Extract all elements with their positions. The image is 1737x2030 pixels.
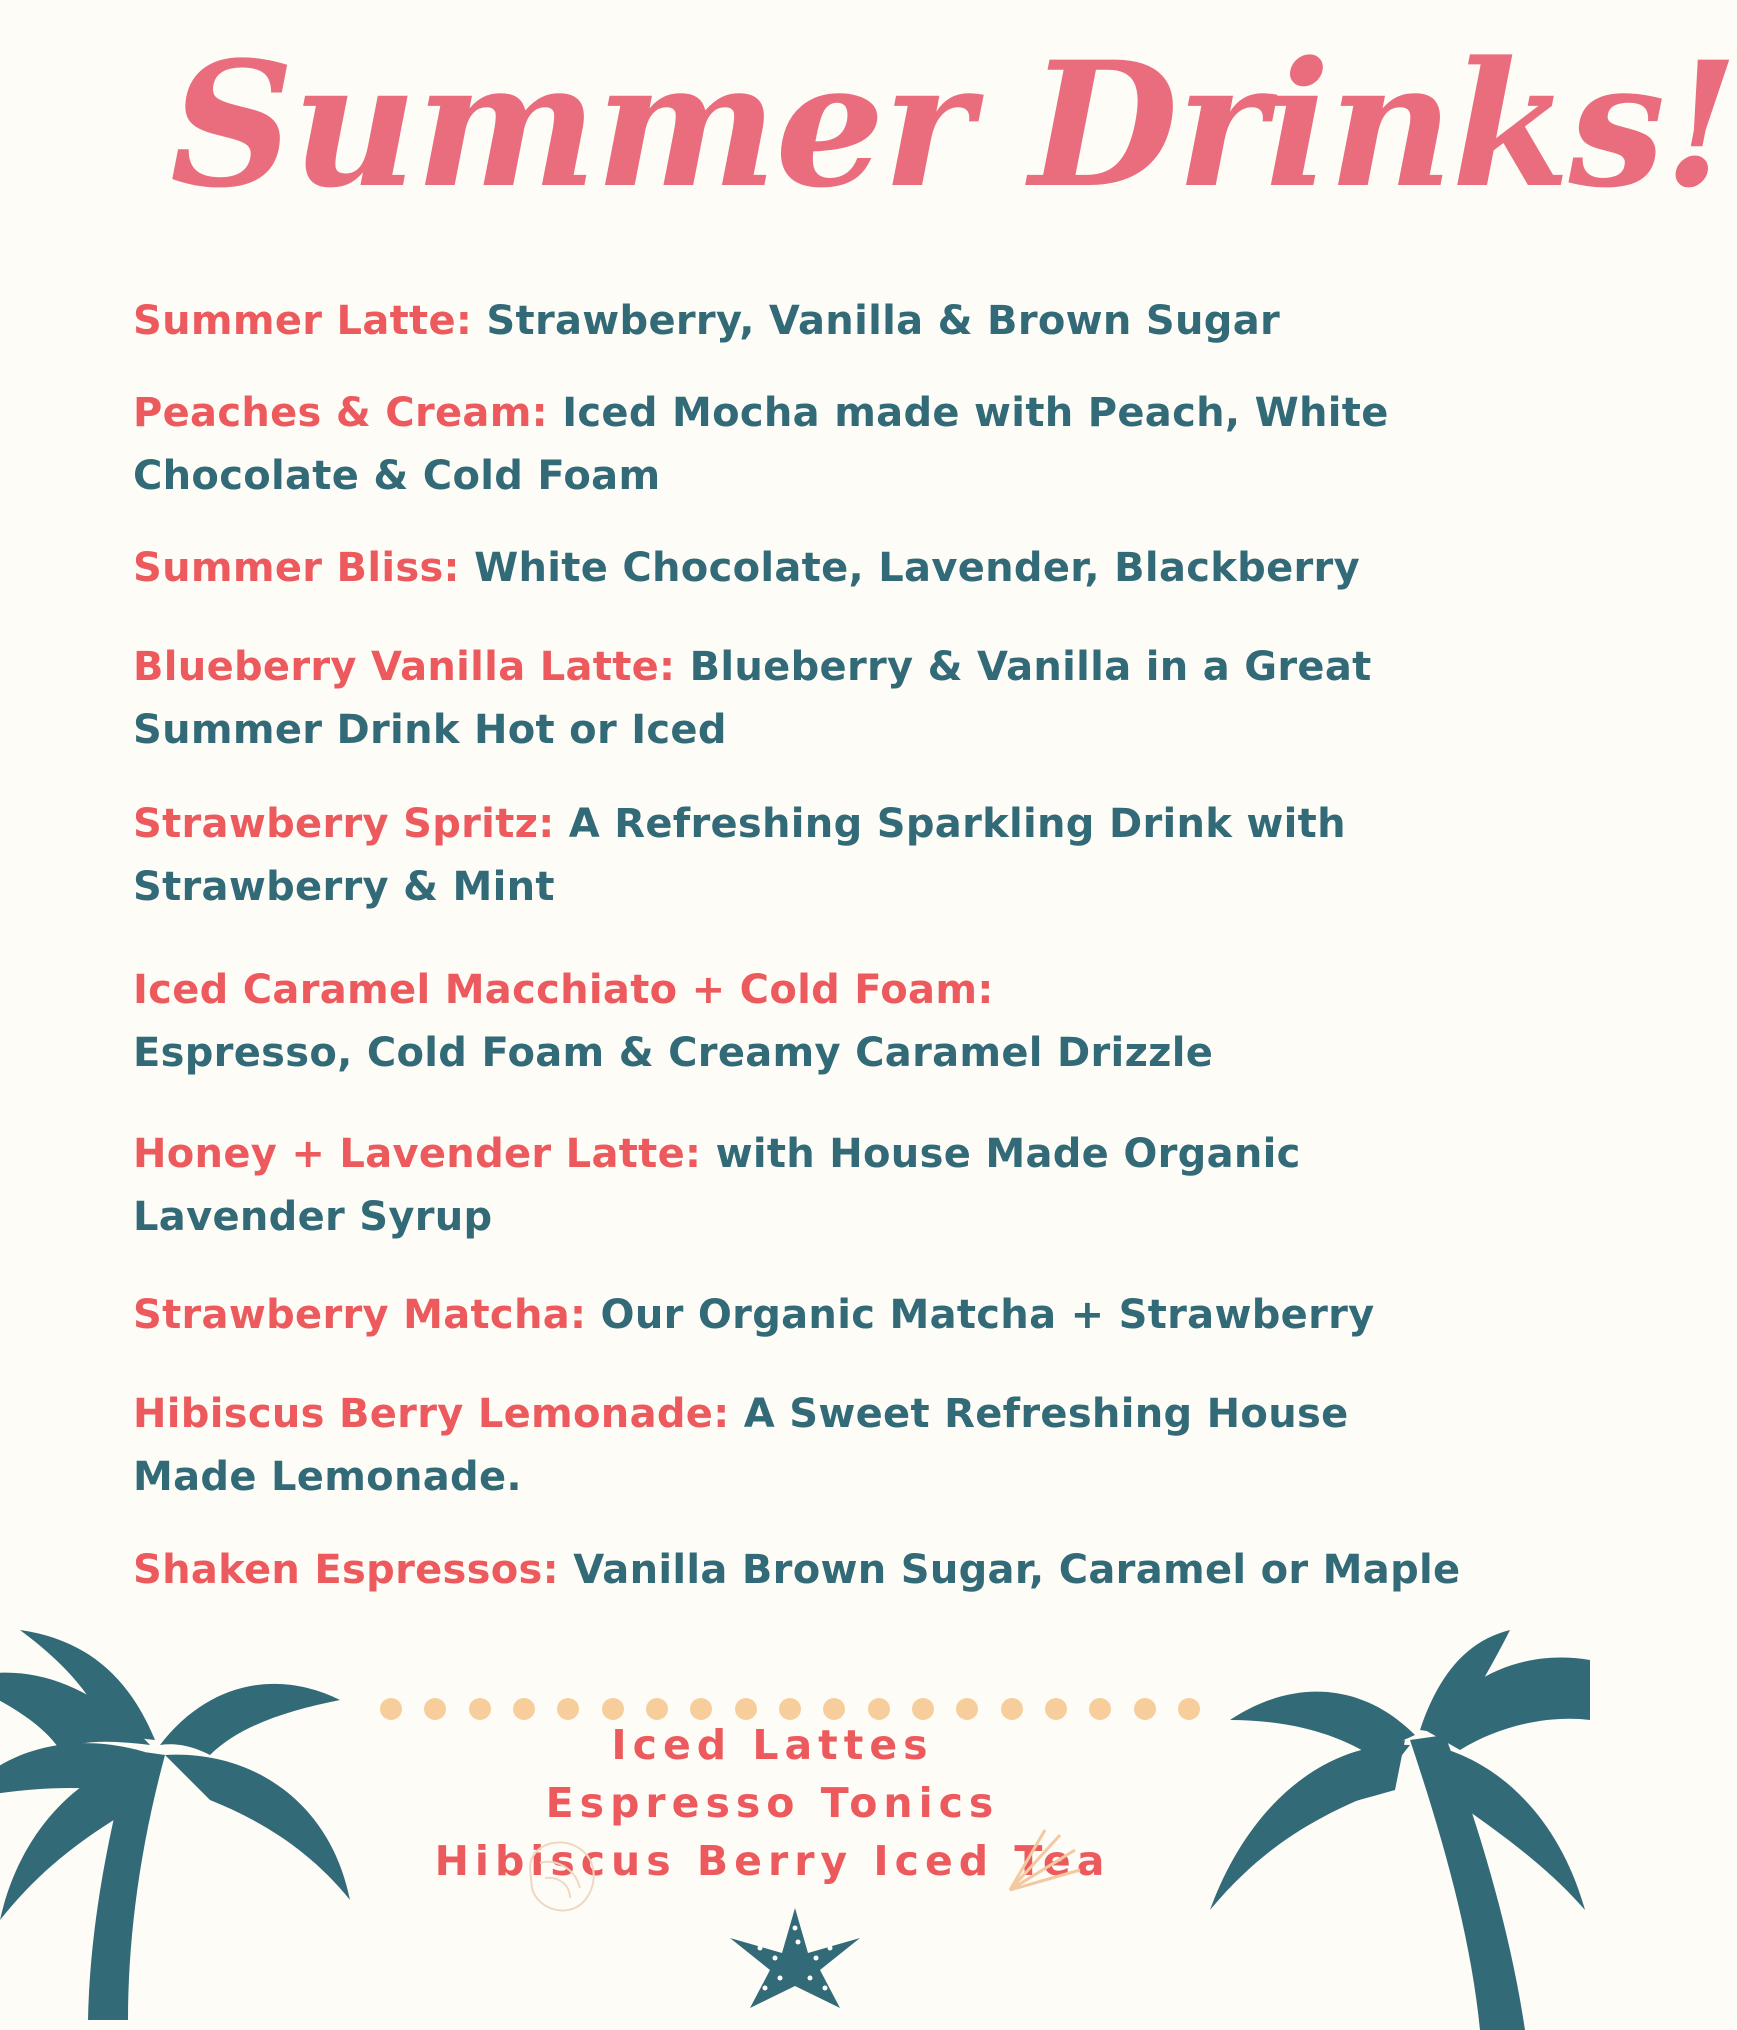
drink-description: A Refreshing Sparkling Drink with Strawberry & Mint [133,801,1346,910]
drink-description: Vanilla Brown Sugar, Caramel or Maple [573,1547,1461,1593]
drink-name: Iced Caramel Macchiato + Cold Foam: [133,967,994,1013]
seashell-icon [1000,1815,1090,1895]
drink-name: Shaken Espressos: [133,1547,559,1593]
extra-item: Hibiscus Berry Iced Tea [434,1837,1111,1885]
extra-item: Espresso Tonics [545,1779,1000,1827]
drink-name: Strawberry Matcha: [133,1292,587,1338]
drink-description: Strawberry, Vanilla & Brown Sugar [486,298,1281,344]
drink-name: Hibiscus Berry Lemonade: [133,1391,730,1437]
page-title: Summer Drinks! [170,23,1737,226]
drink-name: Summer Latte: [133,298,473,344]
drink-description: Blueberry & Vanilla in a Great Summer Drink Hot or Iced [133,644,1372,753]
drink-name: Summer Bliss: [133,545,460,591]
menu-item [133,537,1463,600]
menu-item [133,636,1463,762]
drink-description: with House Made Organic Lavender Syrup [133,1131,1301,1240]
menu-item [133,290,1463,353]
menu-item [133,1539,1463,1602]
menu-item [133,382,1463,508]
drink-description: A Sweet Refreshing House Made Lemonade. [133,1391,1349,1500]
menu-item [133,959,1463,1085]
menu-item [133,793,1463,919]
extras-list [0,1716,1545,1890]
drink-name: Honey + Lavender Latte: [133,1131,702,1177]
drink-description: White Chocolate, Lavender, Blackberry [474,545,1360,591]
extra-item: Iced Lattes [611,1721,934,1769]
drink-description: Our Organic Matcha + Strawberry [600,1292,1375,1338]
starfish-icon [720,1908,870,2008]
drink-description: Espresso, Cold Foam & Creamy Caramel Drizzle [133,1030,1214,1076]
drink-name: Blueberry Vanilla Latte: [133,644,676,690]
menu-item [133,1284,1463,1347]
seashell-icon [520,1828,610,1918]
drink-name: Peaches & Cream: [133,390,548,436]
menu-item [133,1383,1463,1509]
drink-menu-list [133,290,1463,1602]
menu-item [133,1123,1463,1249]
drink-description: Iced Mocha made with Peach, White Chocolate & Cold Foam [133,390,1389,499]
drink-name: Strawberry Spritz: [133,801,555,847]
